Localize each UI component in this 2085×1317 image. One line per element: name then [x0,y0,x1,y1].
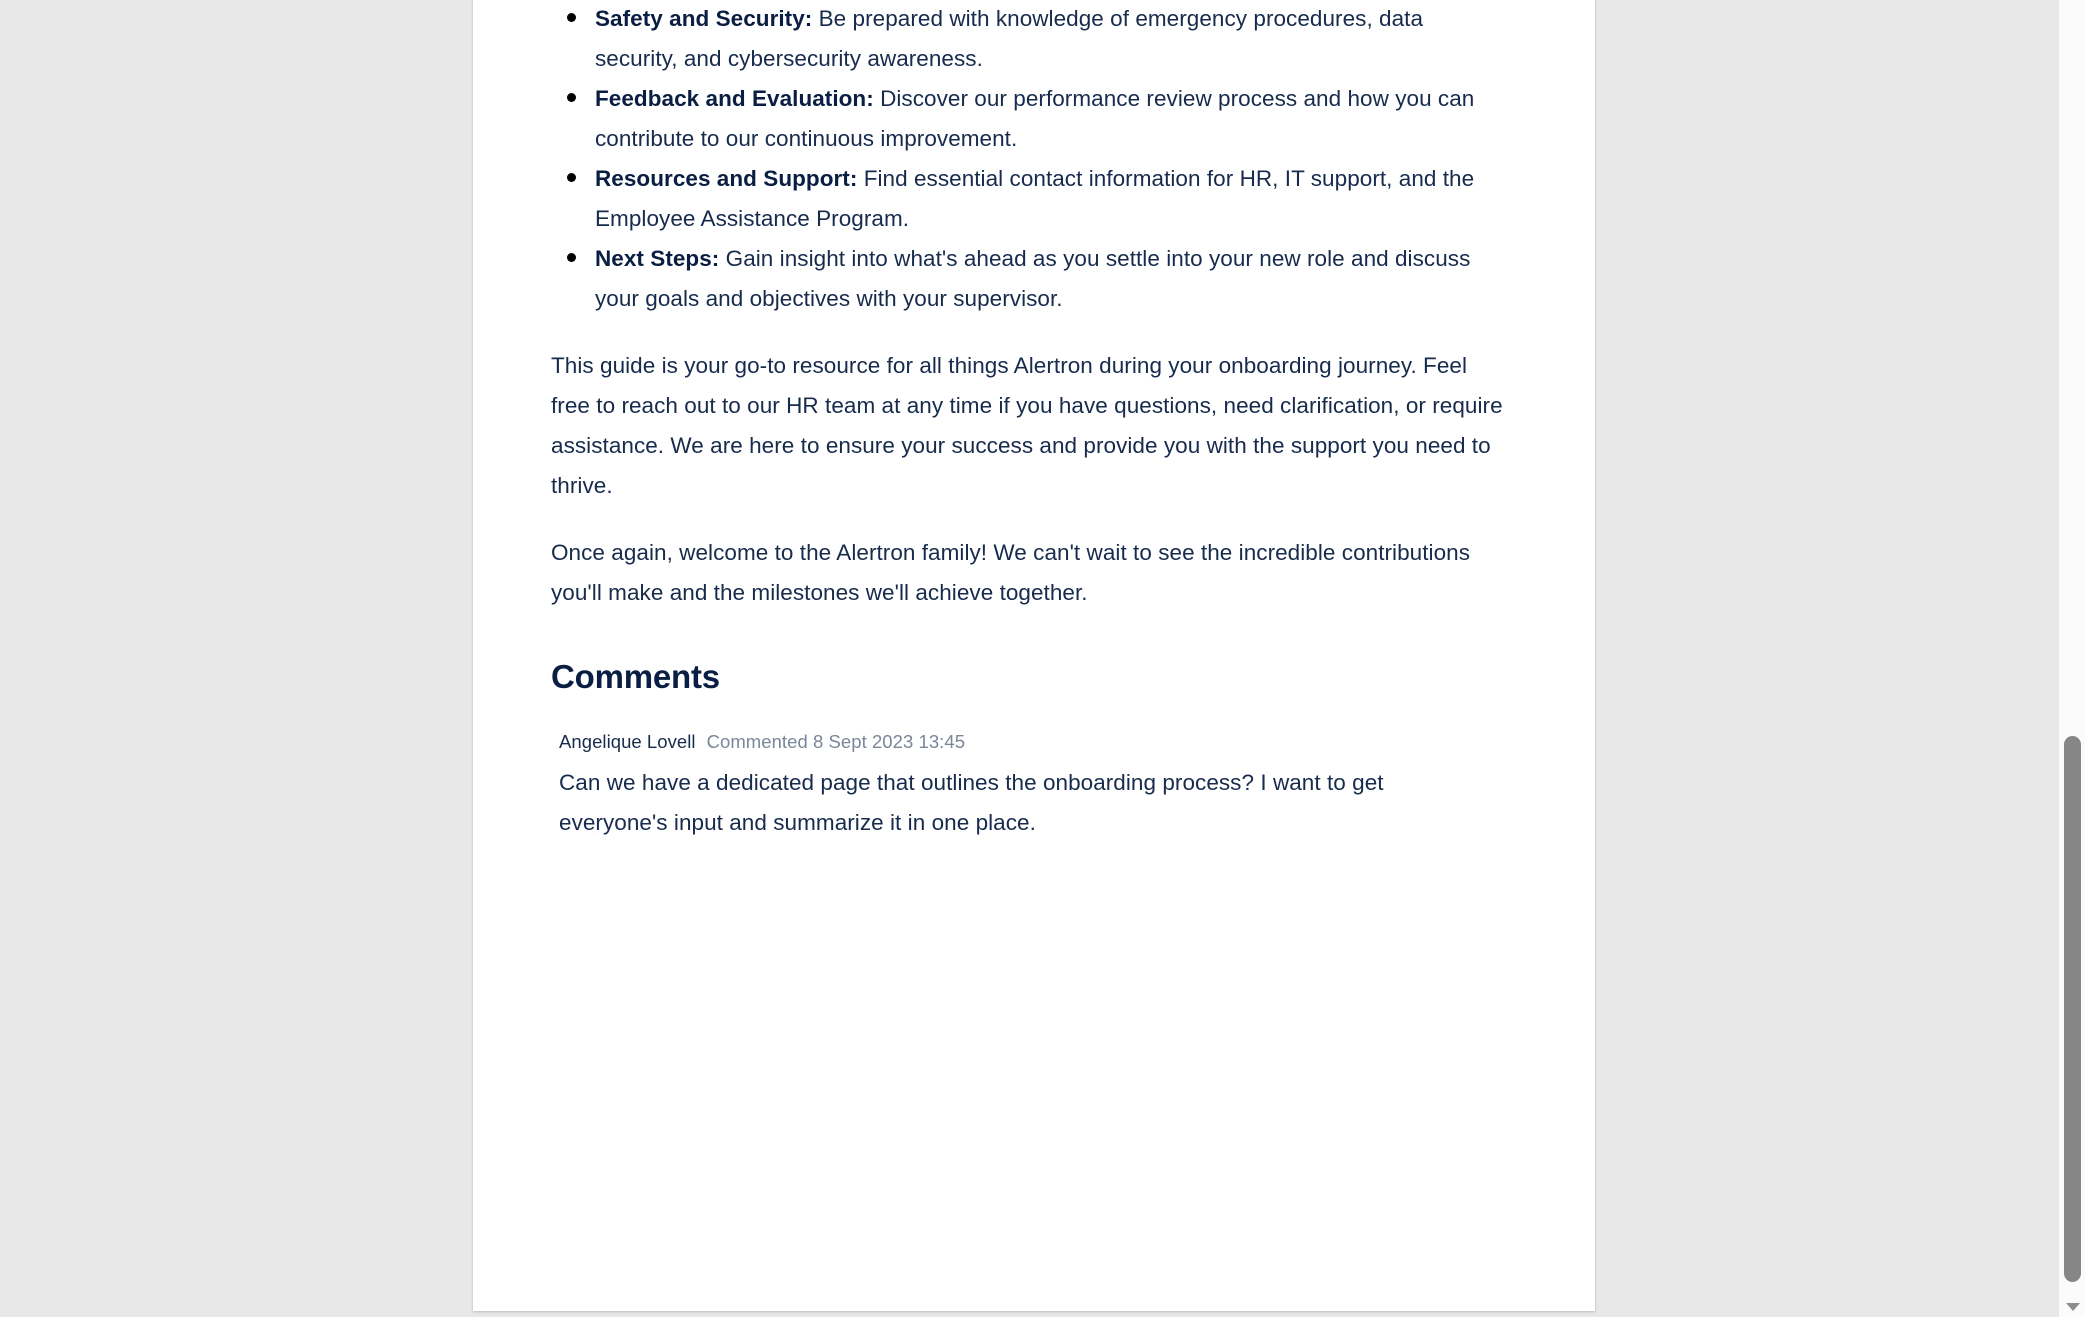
vertical-scrollbar[interactable] [2058,0,2085,1317]
list-item-text: Be prepared with knowledge of emergency procedures, data security, and cybersecurity awareness. [595,6,1424,71]
list-item-lead: Feedback and Evaluation: [595,86,874,111]
scrollbar-thumb[interactable] [2064,736,2081,1282]
comment-timestamp: Commented 8 Sept 2023 13:45 [706,731,966,752]
document-body [551,0,1511,843]
list-item-text: Find essential contact information for HR, IT support, and the Employee Assistance Program. [595,166,1475,231]
list-item [593,79,1511,159]
comment-item [551,731,1511,843]
comment-author[interactable]: Angelique Lovell [559,731,696,752]
comment-body: Can we have a dedicated page that outlines the onboarding process? I want to get everyone's input and summarize it in one place. [559,770,1384,835]
chevron-down-icon[interactable] [2066,1303,2080,1311]
comments-heading: Comments [551,658,720,695]
list-item-lead: Safety and Security: [595,6,813,31]
document-card [473,0,1595,1311]
paragraph: This guide is your go-to resource for all things Alertron during your onboarding journey. Feel free to reach out to our HR team at any time if you have questions, need clarification, or require assistance. We are here to ensure your success and provide you with the support you need to thrive. [551,353,1503,498]
list-item-text: Gain insight into what's ahead as you settle into your new role and discuss your goals and objectives with your supervisor. [595,246,1471,311]
list-item-lead: Next Steps: [595,246,720,271]
list-item-text: Discover our performance review process and how you can contribute to our continuous improvement. [595,86,1475,151]
comment-meta [559,731,1511,753]
list-item-lead: Resources and Support: [595,166,858,191]
list-item [593,0,1511,79]
list-item [593,159,1511,239]
list-item [593,239,1511,319]
paragraph: Once again, welcome to the Alertron family! We can't wait to see the incredible contributions you'll make and the milestones we'll achieve together. [551,540,1470,605]
onboarding-bullet-list [551,0,1511,319]
